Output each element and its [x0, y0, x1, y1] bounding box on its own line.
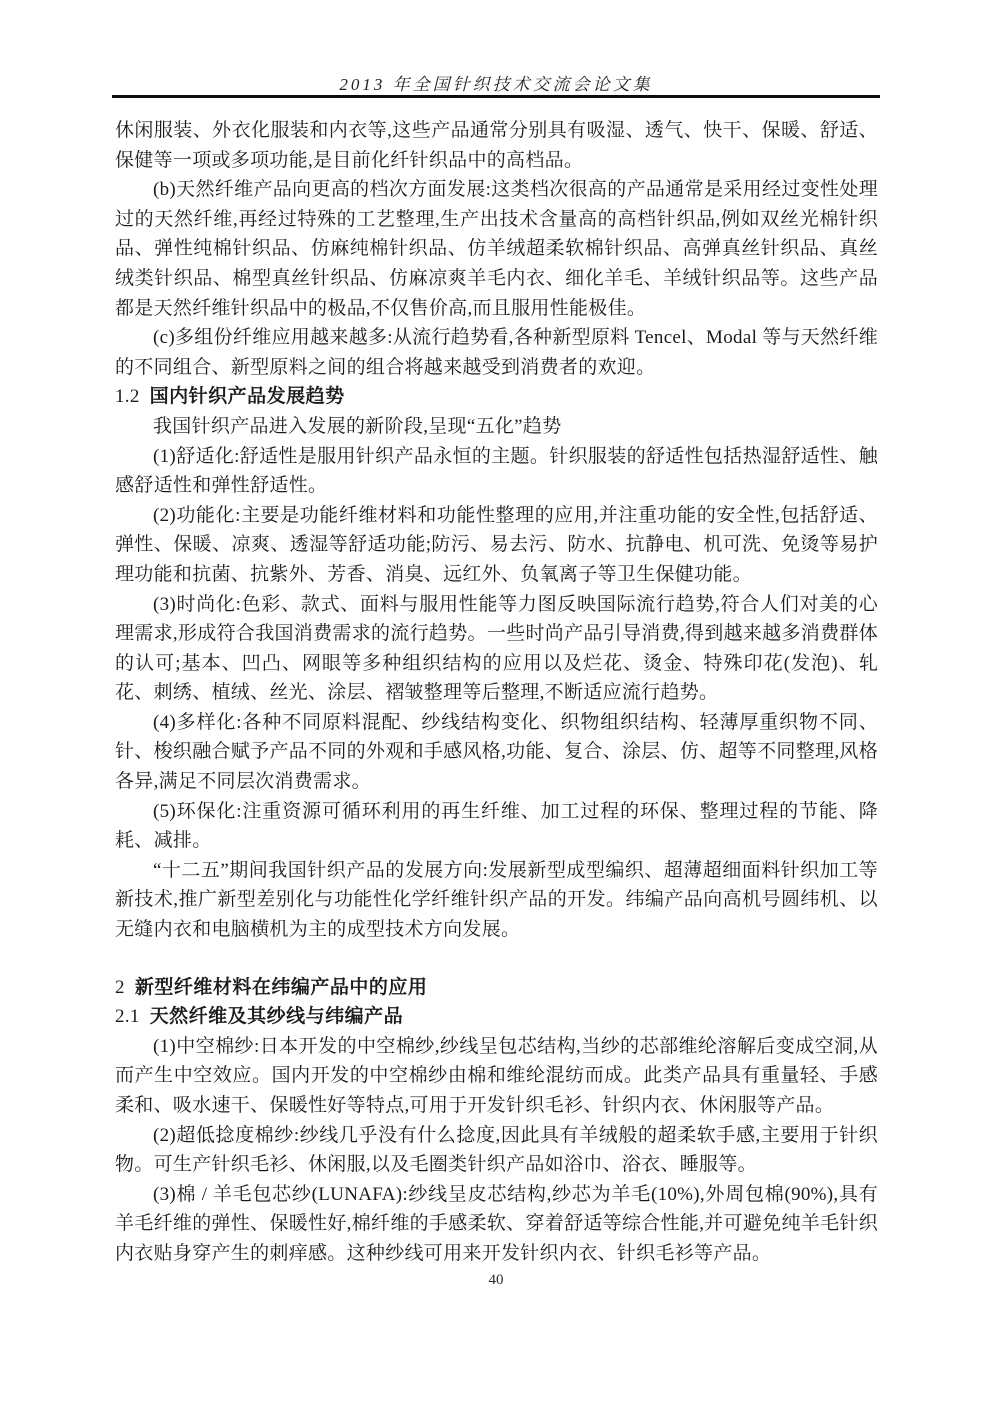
- header-rule: [112, 95, 880, 98]
- paragraph-12th-five-year-plan: “十二五”期间我国针织产品的发展方向:发展新型成型编织、超薄超细面料针织加工等新技术,推广新型差别化与功能性化学纤维针织产品的开发。纬编产品向高机号圆纬机、以无缝内衣和电脑横机为主的成型技术方向发展。: [115, 859, 878, 941]
- proceedings-title: 2013 年全国针织技术交流会论文集: [339, 75, 653, 94]
- paragraph-trend-3-fashion: (3)时尚化:色彩、款式、面料与服用性能等力图反映国际流行趋势,符合人们对美的心理需求,形成符合我国消费需求的流行趋势。一些时尚产品引导消费,得到越来越多消费群体的认可;基本、凹凸、网眼等多种组织结构的应用以及烂花、烫金、特殊印花(发泡)、轧花、刺绣、植绒、丝光、涂层、褶皱整理等后整理,不断适应流行趋势。: [115, 593, 878, 704]
- section-number: 2.1: [115, 1006, 140, 1028]
- paragraph-item-c: (c)多组份纤维应用越来越多:从流行趋势看,各种新型原料 Tencel、Modal 等与天然纤维的不同组合、新型原料之间的组合将越来越受到消费者的欢迎。: [115, 327, 878, 378]
- paragraph-continued: 休闲服装、外衣化服装和内衣等,这些产品通常分别具有吸湿、透气、快干、保暖、舒适、保健等一项或多项功能,是目前化纤针织品中的高档品。: [115, 120, 878, 171]
- paragraph-trend-1-comfort: (1)舒适化:舒适性是服用针织产品永恒的主题。针织服装的舒适性包括热湿舒适性、触感舒适性和弹性舒适性。: [115, 445, 878, 497]
- paragraph-wool-core-yarn: (3)棉 / 羊毛包芯纱(LUNAFA):纱线呈皮芯结构,纱芯为羊毛(10%),外周包棉(90%),具有羊毛纤维的弹性、保暖性好,棉纤维的手感柔软、穿着舒适等综合性能,并可避免纯羊毛针织内衣贴身穿产生的刺痒感。这种纱线可用来开发针织内衣、针织毛衫等产品。: [115, 1183, 878, 1264]
- section-title: 国内针织产品发展趋势: [149, 386, 345, 408]
- section-heading-2-1: [115, 1002, 878, 1032]
- running-header: [113, 70, 879, 95]
- page-body: [115, 116, 878, 1269]
- page-number: 40: [488, 1272, 504, 1288]
- paragraph-trend-5-eco: (5)环保化:注重资源可循环利用的再生纤维、加工过程的环保、整理过程的节能、降耗、减排。: [115, 800, 878, 852]
- paragraph-trend-4-diversity: (4)多样化:各种不同原料混配、纱线结构变化、织物组织结构、轻薄厚重织物不同、针、梭织融合赋予产品不同的外观和手感风格,功能、复合、涂层、仿、超等不同整理,风格各异,满足不同层次消费需求。: [115, 711, 878, 793]
- paragraph-trend-2-function: (2)功能化:主要是功能纤维材料和功能性整理的应用,并注重功能的安全性,包括舒适、弹性、保暖、凉爽、透湿等舒适功能;防污、易去污、防水、抗静电、机可洗、免烫等易护理功能和抗菌、抗紫外、芳香、消臭、远红外、负氧离子等卫生保健功能。: [115, 504, 878, 585]
- section-heading-2: [115, 973, 878, 1003]
- paragraph-item-b: (b)天然纤维产品向更高的档次方面发展:这类档次很高的产品通常是采用经过变性处理过的天然纤维,再经过特殊的工艺整理,生产出技术含量高的高档针织品,例如双丝光棉针织品、弹性纯棉针织品、仿麻纯棉针织品、仿羊绒超柔软棉针织品、高弹真丝针织品、真丝绒类针织品、棉型真丝针织品、仿麻凉爽羊毛内衣、细化羊毛、羊绒针织品等。这些产品都是天然纤维针织品中的极品,不仅售价高,而且服用性能极佳。: [115, 179, 878, 319]
- section-number: 1.2: [115, 386, 140, 408]
- paragraph-five-trends-intro: 我国针织产品进入发展的新阶段,呈现“五化”趋势: [153, 415, 562, 437]
- section-number: 2: [115, 976, 125, 998]
- section-title: 天然纤维及其纱线与纬编产品: [149, 1006, 404, 1028]
- paragraph-hollow-cotton-yarn: (1)中空棉纱:日本开发的中空棉纱,纱线呈包芯结构,当纱的芯部维纶溶解后变成空洞,从而产生中空效应。国内开发的中空棉纱由棉和维纶混纺而成。此类产品具有重量轻、手感柔和、吸水速干、保暖性好等特点,可用于开发针织毛衫、针织内衣、休闲服等产品。: [115, 1035, 878, 1116]
- section-title: 新型纤维材料在纬编产品中的应用: [134, 976, 428, 998]
- page-footer: [0, 1272, 992, 1289]
- section-heading-1-2: [115, 382, 878, 412]
- paragraph-low-twist-yarn: (2)超低捻度棉纱:纱线几乎没有什么捻度,因此具有羊绒般的超柔软手感,主要用于针织物。可生产针织毛衫、休闲服,以及毛圈类针织产品如浴巾、浴衣、睡服等。: [115, 1124, 878, 1176]
